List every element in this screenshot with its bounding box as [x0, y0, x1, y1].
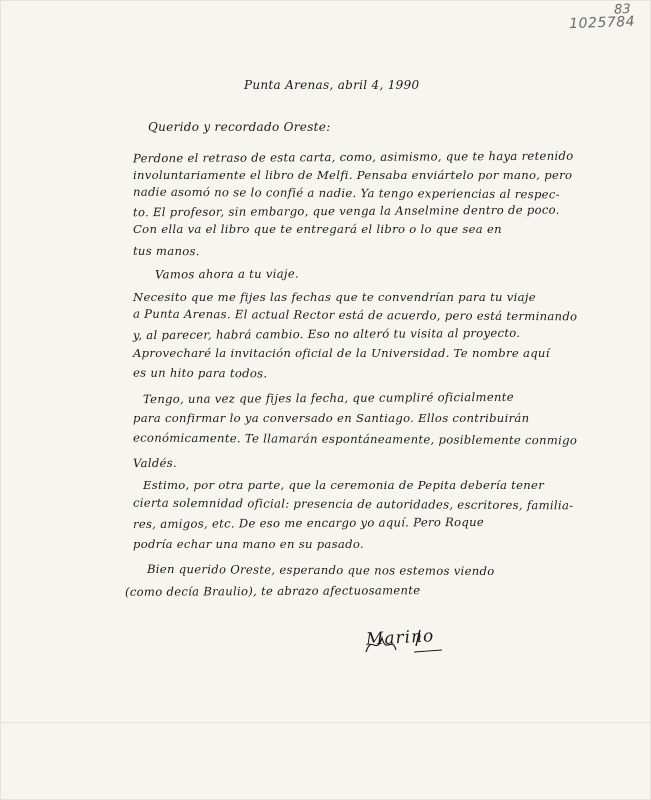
letter-greeting: Querido y recordado Oreste: — [148, 120, 331, 134]
letter-line: Perdone el retraso de esta carta, como, asimismo, que te haya retenido — [132, 148, 574, 166]
letter-line: to. El profesor, sin embargo, que venga la Anselmine dentro de poco. — [132, 202, 560, 220]
letter-line: tus manos. — [132, 243, 200, 259]
letter-line: Aprovecharé la invitación oficial de la Universidad. Te nombre aquí — [133, 346, 550, 360]
letter-line: nadie asomó no se lo confié a nadie. Ya tengo experiencias al respec- — [132, 184, 560, 202]
letter-line: res, amigos, etc. De eso me encargo yo aquí. Pero Roque — [132, 514, 485, 532]
letter-line: podría echar una mano en su pasado. — [133, 537, 364, 551]
letter-line: Tengo, una vez que fijes la fecha, que cumpliré oficialmente — [142, 389, 514, 407]
letter-line: Bien querido Oreste, esperando que nos estemos viendo — [146, 561, 495, 579]
letter-line: cierta solemnidad oficial: presencia de autoridades, escritores, familia- — [132, 495, 574, 513]
letter-line: (como decía Braulio), te abrazo afectuosamente — [124, 583, 421, 599]
letter-line: y, al parecer, habrá cambio. Eso no alteró tu visita al proyecto. — [132, 325, 521, 343]
letter-line: Con ella va el libro que te entregará el libro o lo que sea en — [133, 222, 502, 236]
letter-line: a Punta Arenas. El actual Rector está de acuerdo, pero está terminando — [132, 306, 578, 324]
letter-line: Estimo, por otra parte, que la ceremonia de Pepita debería tener — [143, 478, 545, 492]
letter-dateline: Punta Arenas, abril 4, 1990 — [244, 78, 420, 92]
paper-fold-line — [0, 722, 651, 723]
archive-identifier — [569, 3, 636, 31]
letter-line: involuntariamente el libro de Melfi. Pensaba enviártelo por mano, pero — [133, 168, 573, 182]
letter-line: Vamos ahora a tu viaje. — [154, 266, 299, 282]
letter-line: económicamente. Te llamarán espontáneamente, posiblemente conmigo — [132, 430, 578, 448]
archive-code: 1025784 — [569, 13, 636, 33]
letter-line: Necesito que me fijes las fechas que te convendrían para tu viaje — [133, 290, 536, 304]
letter-line: para confirmar lo ya conversado en Santiago. Ellos contribuirán — [133, 411, 530, 425]
letter-signature: Marino — [365, 626, 435, 650]
letter-line: Valdés. — [132, 455, 177, 471]
letter-line: es un hito para todos. — [132, 365, 268, 381]
archive-page-number: 83 — [613, 1, 632, 18]
